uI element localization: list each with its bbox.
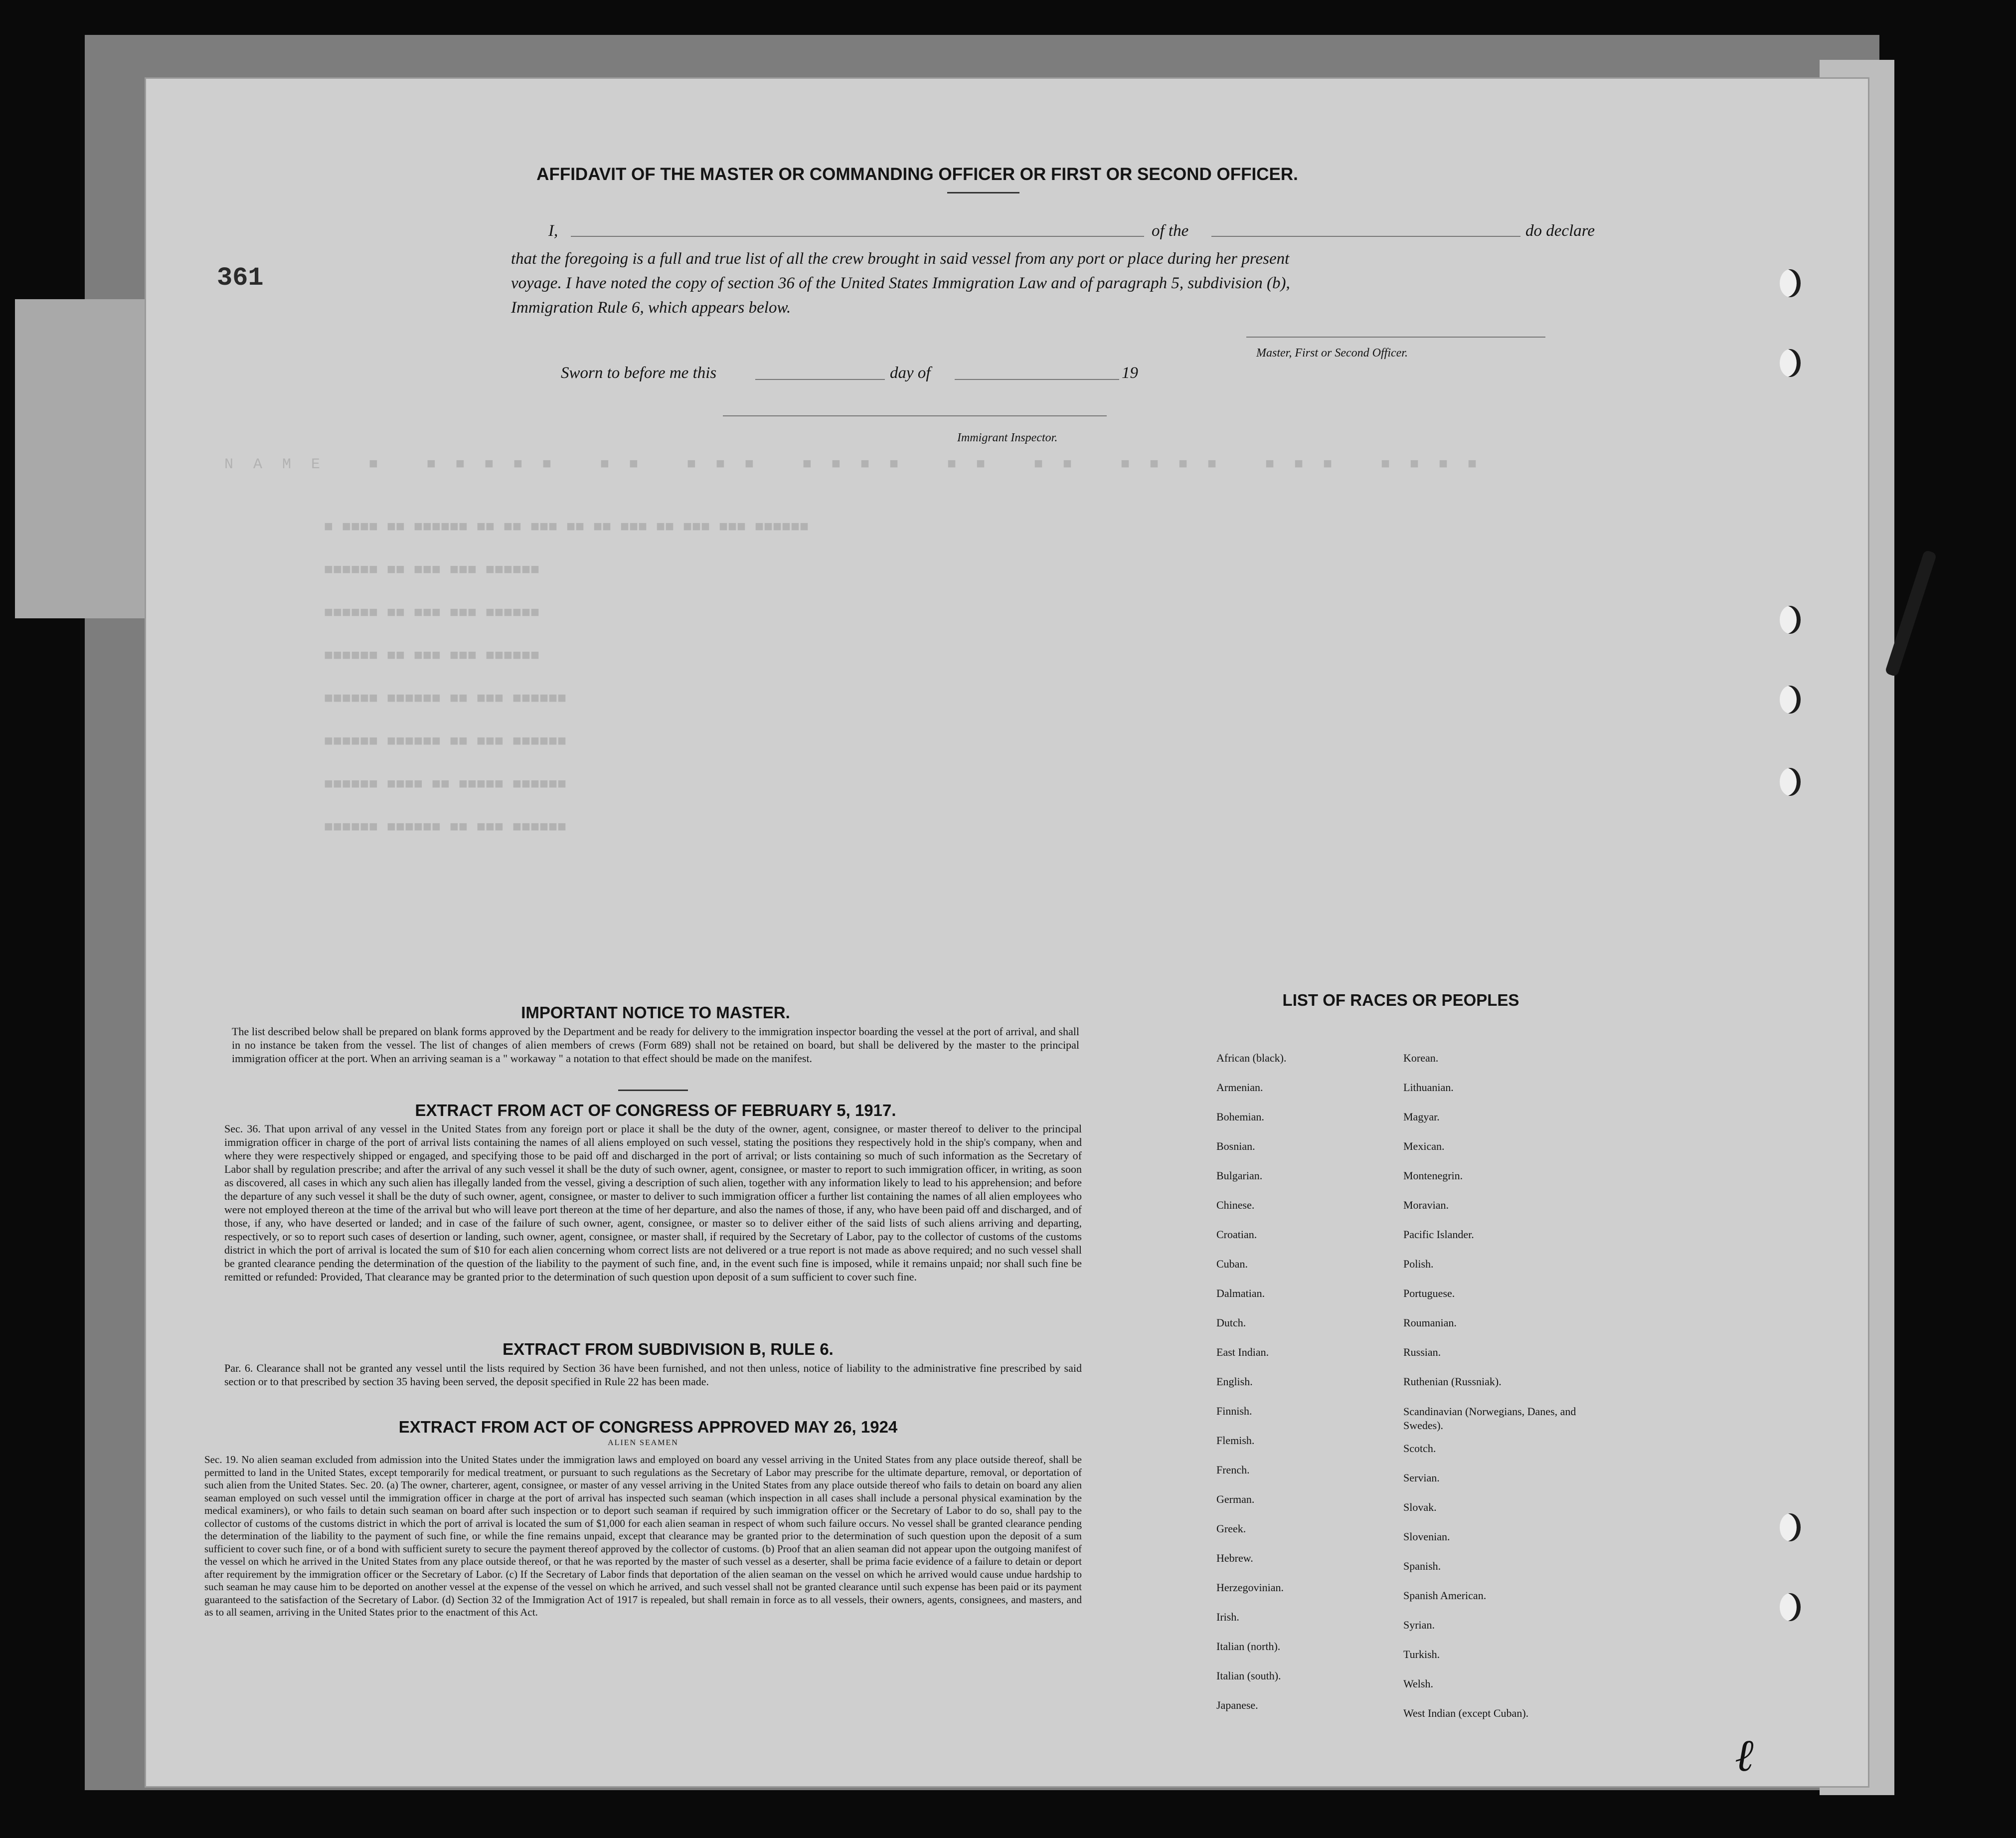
race-item: East Indian. bbox=[1216, 1346, 1269, 1358]
race-item: Flemish. bbox=[1216, 1434, 1255, 1447]
race-item: Armenian. bbox=[1216, 1081, 1263, 1094]
bleed-through-header: NAME ■ ■■■■■ ■■ ■■■ ■■■■ ■■ ■■ ■■■■ ■■■ ■■■■ bbox=[224, 456, 1497, 473]
side-tab bbox=[15, 299, 145, 618]
notice-rule bbox=[618, 1090, 688, 1091]
year-label: 19 bbox=[1122, 364, 1138, 382]
declarant-name-field[interactable] bbox=[571, 236, 1144, 237]
vessel-name-field[interactable] bbox=[1211, 236, 1520, 237]
race-item: Herzegovinian. bbox=[1216, 1581, 1284, 1594]
race-item: Welsh. bbox=[1403, 1677, 1433, 1690]
race-item: Chinese. bbox=[1216, 1199, 1255, 1211]
sworn-label: Sworn to before me this bbox=[561, 364, 717, 382]
race-item: Spanish. bbox=[1403, 1560, 1441, 1572]
notice-title: IMPORTANT NOTICE TO MASTER. bbox=[521, 1003, 790, 1022]
inspector-signature-field[interactable] bbox=[723, 415, 1107, 416]
race-item: Syrian. bbox=[1403, 1619, 1435, 1631]
affidavit-title: AFFIDAVIT OF THE MASTER OR COMMANDING OFFICER OR FIRST OR SECOND OFFICER. bbox=[536, 165, 1298, 184]
race-item: Montenegrin. bbox=[1403, 1169, 1463, 1182]
binder-hole bbox=[1780, 768, 1801, 796]
race-item: Scotch. bbox=[1403, 1442, 1436, 1455]
extract-1917-text: Sec. 36. That upon arrival of any vessel in the United States from any foreign port or place it shall be the duty of the owner, agent, consignee, or master thereof to deliver to the principal immigration officer in charge of the port of arrival lists containing the names of all aliens employed on such vessel, stating the positions they respectively hold in the ship's company, when and where they were respectively shipped or engaged, and specifying those to be paid off and discharged in the port of arrival; or lists containing so much of such information as the Secretary of Labor shall by regulation prescribe; and after the arrival of any such vessel it shall be the duty of such owner, agent, consignee, or master to report to such immigration officer, in writing, as soon as discovered, all cases in which any such alien has illegally landed from the vessel, giving a description of such alien, together with any information likely to lead to his apprehension; and before the departure of any such vessel it shall be the duty of such owner, agent, consignee, or master to deliver to such immigration officer a further list containing the names of all alien employees who were not employed thereon at the time of the arrival but who will leave port thereon at the time of her departure, and also the names of those, if any, who have been paid off and discharged, and of those, if any, who have deserted or landed; and in case of the failure of such owner, agent, consignee, or master so to deliver either of the said lists of such aliens arriving and departing, respectively, or so to report such cases of desertion or landing, such owner, agent, consignee, or master shall, if required by the Secretary of Labor, pay to the collector of customs of the customs district in which the port of arrival is located the sum of $10 for each alien concerning whom correct lists are not delivered or a true report is not made as above required; and no such vessel shall be granted clearance pending the determination of the question of the liability to the payment of such fine, and, in the event such fine is imposed, while it remains unpaid; nor shall such fine be remitted or refunded: Provided, That clearance may be granted prior to the determination of such question upon deposit of a sum sufficient to cover such fine. bbox=[224, 1122, 1082, 1283]
race-item: Russian. bbox=[1403, 1346, 1441, 1358]
binder-hole bbox=[1780, 1513, 1801, 1541]
race-item: Roumanian. bbox=[1403, 1316, 1457, 1329]
race-item: Cuban. bbox=[1216, 1258, 1248, 1270]
race-item: Scandinavian (Norwegians, Danes, and Swedes). bbox=[1403, 1405, 1576, 1432]
bleed-through-rows: ■ ■■■■ ■■ ■■■■■■ ■■ ■■ ■■■ ■■ ■■ ■■■ ■■ ■■■ ■■■ ■■■■■■ ■■■■■■ ■■ ■■■ ■■■ ■■■■■■ ■■■■■■ ■■ ■■■ ■■■ ■■■■■■ ■■■■■■ ■■ ■■■ ■■■ ■■■■■■ ■■■■■■ ■■■■■■ ■■ ■■■ ■■■■■■ ■■■■■■ ■■■■■■ ■■ ■■■ ■■■■■■ ■■■■■■ ■■■■ ■■ ■■■■■ ■■■■■■ ■■■■■■ ■■■■■■ ■■ ■■■ ■■■■■■ bbox=[324, 519, 809, 836]
race-item: English. bbox=[1216, 1375, 1253, 1388]
declarant-label: I, bbox=[548, 222, 558, 240]
title-rule bbox=[947, 192, 1019, 193]
sworn-day-field[interactable] bbox=[755, 379, 885, 380]
extract-1924-text: Sec. 19. No alien seaman excluded from admission into the United States under the immigration laws and employed on board any vessel arriving in the United States from any place outside thereof, shall be permitted to land in the United States, except temporarily for medical treatment, or pursuant to such regulations as the Secretary of Labor may prescribe for the ultimate departure, removal, or deportation of such alien from the United States. Sec. 20. (a) The owner, charterer, agent, consignee, or master of any vessel arriving in the United States from any place outside thereof who fails to detain on board any alien seaman employed on such vessel until the immigration officer in charge at the port of arrival has inspected such seaman (which inspection in all cases shall include a personal physical examination by the medical examiners), or who fails to detain such seaman on board after such inspection or to deport such seaman if required by such immigration officer or the Secretary of Labor to do so, shall pay to the collector of customs of the customs district in which the port of arrival is located the sum of $1,000 for each alien seaman in respect of whom such failure occurs. No vessel shall be granted clearance pending the determination of the liability to the payment of such fine, or while the fine remains unpaid, except that clearance may be granted prior to the determination of such question upon the deposit of a sum sufficient to cover such fine, or of a bond with sufficient surety to secure the payment thereof approved by the collector of customs. (b) Proof that an alien seaman did not appear upon the outgoing manifest of the vessel on which he arrived in the United States from any place outside thereof, or that he was reported by the master of such vessel as a deserter, shall be prima facie evidence of a failure to detain or deport after requirement by the immigration officer or the Secretary of Labor. (c) If the Secretary of Labor finds that deportation of the alien seaman on the vessel on which he arrived would cause undue hardship to such seaman he may cause him to be deported on another vessel at the expense of the vessel on which he arrived, and such vessel shall not be granted clearance until such expense has been paid or its payment guaranteed to the satisfaction of the Secretary of Labor. (d) Section 32 of the Immigration Act of 1917 is repealed, but shall remain in force as to all vessels, their owners, agents, consignees, and masters, and as to all seamen, arriving in the United States prior to the enactment of this Act. bbox=[204, 1454, 1082, 1618]
race-item: Greek. bbox=[1216, 1522, 1246, 1535]
inspector-label: Immigrant Inspector. bbox=[957, 431, 1058, 444]
race-item: Irish. bbox=[1216, 1611, 1239, 1623]
race-item: Slovenian. bbox=[1403, 1530, 1450, 1543]
do-declare-label: do declare bbox=[1525, 222, 1595, 240]
affidavit-line-4: Immigration Rule 6, which appears below. bbox=[511, 299, 791, 317]
sworn-month-field[interactable] bbox=[955, 379, 1119, 380]
race-item: Spanish American. bbox=[1403, 1589, 1487, 1602]
affidavit-line-2: that the foregoing is a full and true list of all the crew brought in said vessel from any port or place during her present bbox=[511, 250, 1290, 268]
race-item: Japanese. bbox=[1216, 1699, 1258, 1711]
race-item: French. bbox=[1216, 1464, 1250, 1476]
binder-hole bbox=[1780, 1593, 1801, 1621]
master-label: Master, First or Second Officer. bbox=[1256, 347, 1408, 360]
race-item: Turkish. bbox=[1403, 1648, 1440, 1660]
race-item: African (black). bbox=[1216, 1052, 1287, 1064]
day-of-label: day of bbox=[890, 364, 931, 382]
affidavit-body bbox=[511, 247, 1658, 320]
race-item: Hebrew. bbox=[1216, 1552, 1253, 1564]
race-item: Pacific Islander. bbox=[1403, 1228, 1474, 1241]
of-the-label: of the bbox=[1152, 222, 1189, 240]
race-item: Bosnian. bbox=[1216, 1140, 1255, 1152]
extract-1924-title: EXTRACT FROM ACT OF CONGRESS APPROVED MAY 26, 1924 bbox=[398, 1418, 898, 1436]
extract-rule6-text: Par. 6. Clearance shall not be granted any vessel until the lists required by Section 36 have been furnished, and not then unless, notice of liability to the administrative fine prescribed by said section or to that prescribed by section 35 having been served, the deposit specified in Rule 22 has been made. bbox=[224, 1362, 1082, 1388]
race-item: Croatian. bbox=[1216, 1228, 1257, 1241]
race-item: Italian (south). bbox=[1216, 1669, 1281, 1682]
race-item: Moravian. bbox=[1403, 1199, 1449, 1211]
binder-hole bbox=[1780, 269, 1801, 297]
extract-1917-title: EXTRACT FROM ACT OF CONGRESS OF FEBRUARY 5, 1917. bbox=[415, 1101, 896, 1119]
race-item: Dalmatian. bbox=[1216, 1287, 1265, 1299]
race-item: Bohemian. bbox=[1216, 1110, 1264, 1123]
races-title: LIST OF RACES OR PEOPLES bbox=[1282, 991, 1519, 1009]
race-item: Servian. bbox=[1403, 1471, 1440, 1484]
master-signature-field[interactable] bbox=[1246, 337, 1545, 338]
race-item: Polish. bbox=[1403, 1258, 1434, 1270]
affidavit-line-3: voyage. I have noted the copy of section 36 of the United States Immigration Law and of paragraph 5, subdivision (b), bbox=[511, 274, 1290, 292]
notice-text: The list described below shall be prepared on blank forms approved by the Department and be ready for delivery to the immigration inspector boarding the vessel at the port of arrival, and shall in no instance be taken from the vessel. The list of changes of alien members of crews (Form 689) shall not be retained on board, but shall be delivered by the master to the principal immigration officer at the port. When an arriving seaman is a " workaway " a notation to that effect should be made on the manifest. bbox=[232, 1025, 1079, 1065]
extract-rule6-title: EXTRACT FROM SUBDIVISION B, RULE 6. bbox=[503, 1340, 834, 1358]
race-item: Magyar. bbox=[1403, 1110, 1440, 1123]
race-item: Ruthenian (Russniak). bbox=[1403, 1375, 1502, 1388]
race-item: Finnish. bbox=[1216, 1405, 1252, 1417]
race-item: West Indian (except Cuban). bbox=[1403, 1707, 1529, 1719]
binder-hole bbox=[1780, 686, 1801, 714]
document-page bbox=[145, 77, 1869, 1788]
binder-hole bbox=[1780, 606, 1801, 634]
race-item: German. bbox=[1216, 1493, 1255, 1505]
race-item: Bulgarian. bbox=[1216, 1169, 1263, 1182]
race-item: Italian (north). bbox=[1216, 1640, 1281, 1653]
handwritten-mark: ℓ bbox=[1735, 1731, 1754, 1781]
binder-hole bbox=[1780, 349, 1801, 377]
race-item: Lithuanian. bbox=[1403, 1081, 1454, 1094]
race-item: Slovak. bbox=[1403, 1501, 1437, 1513]
race-item: Mexican. bbox=[1403, 1140, 1445, 1152]
extract-1924-subtitle: ALIEN SEAMEN bbox=[608, 1439, 678, 1447]
race-item: Dutch. bbox=[1216, 1316, 1246, 1329]
margin-number: 361 bbox=[217, 263, 264, 293]
race-item: Portuguese. bbox=[1403, 1287, 1455, 1299]
race-item: Korean. bbox=[1403, 1052, 1439, 1064]
